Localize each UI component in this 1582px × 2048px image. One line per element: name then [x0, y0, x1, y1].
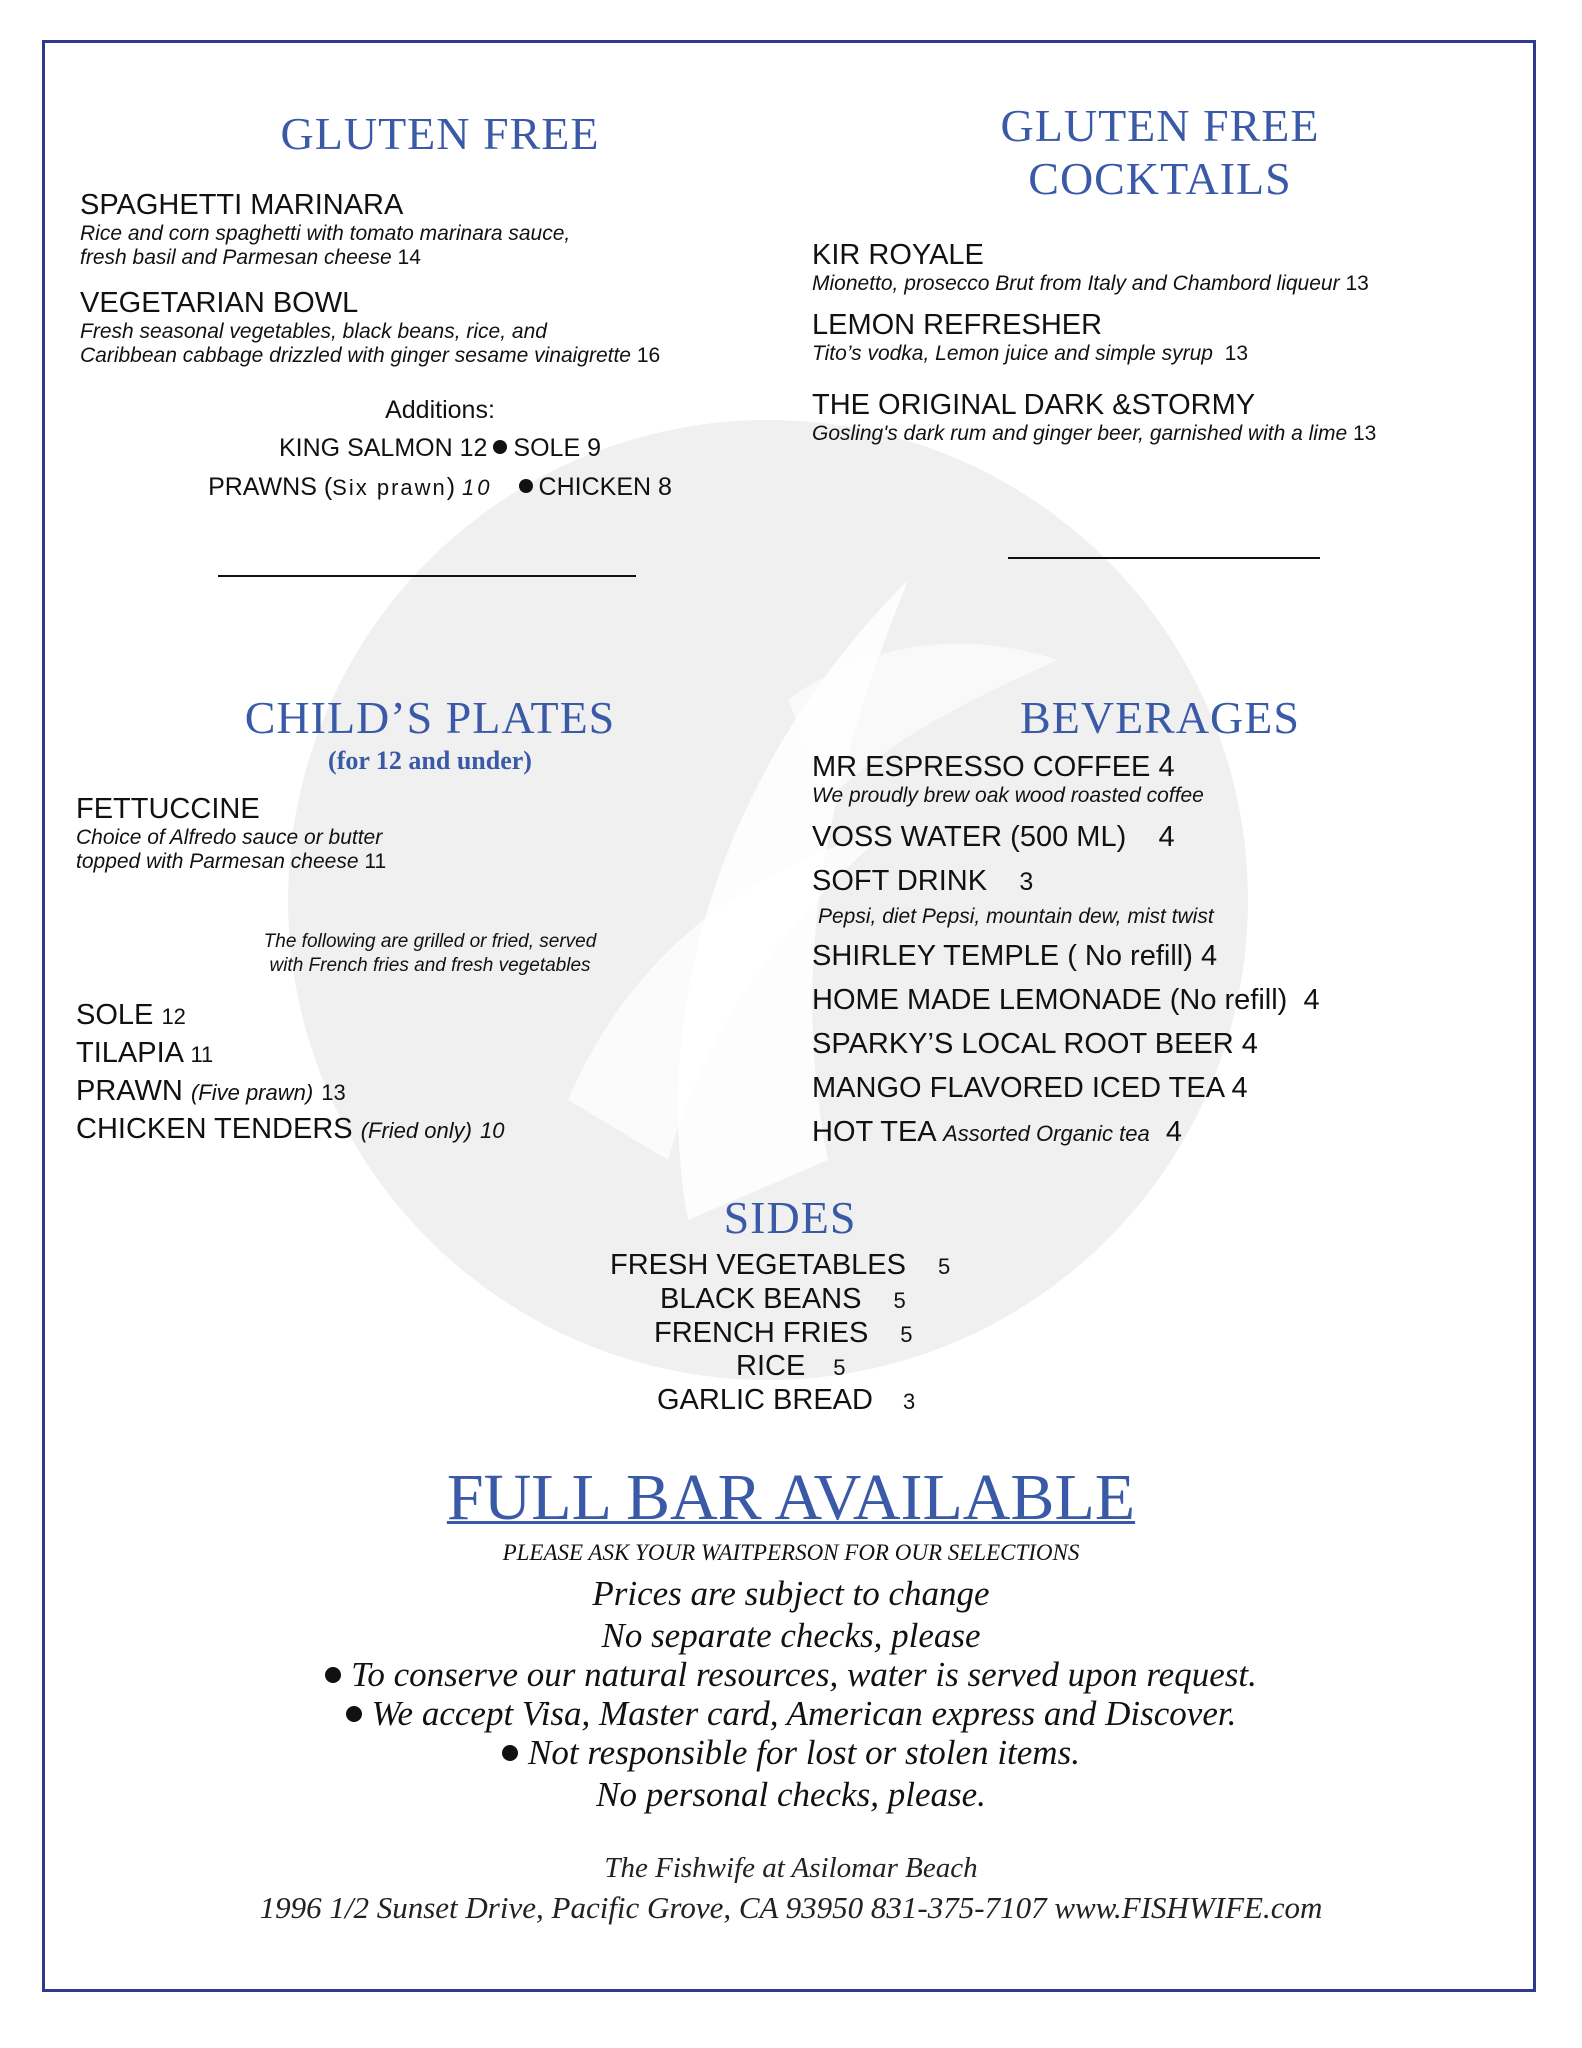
item-price: 4 — [1241, 1028, 1258, 1060]
addition-name: KING SALMON — [279, 434, 453, 462]
item-name: VOSS WATER (500 ML) — [812, 821, 1127, 853]
item-name: MR ESPRESSO COFFEE — [812, 751, 1151, 783]
beverage-coffee — [812, 750, 1512, 784]
list-item — [76, 998, 676, 1034]
item-price: 13 — [321, 1080, 346, 1105]
cocktail-item-dark-stormy — [812, 388, 1512, 446]
bullet-icon — [502, 1745, 518, 1761]
full-bar-heading — [0, 1460, 1582, 1536]
side-item — [736, 1349, 846, 1385]
conserve-note — [0, 1655, 1582, 1695]
item-price: 5 — [893, 1288, 906, 1313]
beverage-soft-drink — [812, 864, 1512, 899]
sides-heading: SIDES — [723, 1192, 857, 1243]
item-price: 4 — [1303, 984, 1320, 1016]
item-price: 12 — [161, 1004, 186, 1029]
gf-item-spaghetti — [80, 188, 720, 270]
item-desc: fresh basil and Parmesan cheese — [80, 246, 392, 269]
item-name: CHICKEN TENDERS — [76, 1113, 353, 1145]
item-price: 11 — [364, 850, 387, 873]
item-price: 5 — [833, 1355, 846, 1380]
additions-label: Additions: — [385, 396, 495, 424]
item-price: 13 — [1224, 342, 1248, 365]
bullet-icon — [519, 479, 533, 493]
beverage-lemonade — [812, 983, 1512, 1017]
item-name: GARLIC BREAD — [657, 1384, 873, 1416]
item-desc: We proudly brew oak wood roasted coffee — [812, 784, 1204, 807]
note-text: We accept Visa, Master card, American express and Discover. — [371, 1694, 1237, 1733]
item-desc: Caribbean cabbage drizzled with ginger sesame vinaigrette — [80, 344, 631, 367]
gf-item-vegetarian-bowl — [80, 286, 780, 368]
beverages-list — [812, 750, 1512, 1151]
childs-plates-heading: CHILD’S PLATES — [244, 692, 616, 743]
addition-price: 8 — [658, 473, 672, 501]
addition-note: Six prawn — [332, 475, 447, 500]
additions-row-2: PRAWNS (Six prawn) 10 CHICKEN 8 — [208, 473, 672, 501]
prices-note: Prices are subject to change — [592, 1574, 990, 1613]
beverage-root-beer — [812, 1027, 1512, 1061]
item-note: (Five prawn) — [190, 1080, 314, 1105]
bullet-icon — [346, 1706, 362, 1722]
item-desc: Rice and corn spaghetti with tomato marinara sauce, — [80, 222, 571, 245]
item-desc: Tito’s vodka, Lemon juice and simple syrup — [812, 342, 1213, 365]
child-items-list — [76, 998, 676, 1148]
list-item — [76, 1036, 676, 1072]
item-name: FRESH VEGETABLES — [610, 1249, 906, 1281]
item-desc: topped with Parmesan cheese — [76, 850, 359, 873]
item-name: HOT TEA — [812, 1116, 936, 1148]
item-name: HOME MADE LEMONADE (No refill) — [812, 984, 1288, 1016]
note-line: with French fries and fresh vegetables — [269, 955, 591, 976]
item-name: VEGETARIAN BOWL — [80, 287, 359, 319]
bullet-icon — [493, 440, 507, 454]
item-name: SPARKY’S LOCAL ROOT BEER — [812, 1028, 1234, 1060]
list-item — [76, 1112, 676, 1148]
item-name: RICE — [736, 1350, 806, 1382]
restaurant-name: The Fishwife at Asilomar Beach — [604, 1852, 978, 1884]
item-desc: Fresh seasonal vegetables, black beans, rice, and — [80, 320, 547, 343]
item-price: 14 — [397, 246, 421, 269]
full-bar-text: FULL BAR AVAILABLE — [446, 1461, 1136, 1534]
side-item — [654, 1316, 913, 1352]
beverage-shirley-temple — [812, 939, 1512, 973]
item-price: 3 — [1019, 868, 1034, 896]
note-text: To conserve our natural resources, water is served upon request. — [351, 1655, 1257, 1694]
addition-price: 9 — [587, 434, 601, 462]
item-name: FETTUCCINE — [76, 793, 260, 825]
note-text: Not responsible for lost or stolen items. — [528, 1733, 1080, 1772]
item-price: 13 — [1352, 422, 1377, 445]
addition-name: PRAWNS — [208, 473, 317, 501]
addition-price: 12 — [459, 434, 488, 462]
beverages-heading: BEVERAGES — [1020, 692, 1300, 743]
childs-note — [180, 930, 680, 978]
addition-name: CHICKEN — [538, 473, 652, 501]
personal-checks-note: No personal checks, please. — [596, 1775, 986, 1814]
separate-checks-note: No separate checks, please — [601, 1616, 981, 1655]
restaurant-address: 1996 1/2 Sunset Drive, Pacific Grove, CA 93950 831-375-7107 www.FISHWIFE.com — [259, 1890, 1323, 1925]
item-price: 11 — [190, 1042, 214, 1067]
additions-row-1 — [140, 434, 740, 463]
beverage-hot-tea — [812, 1115, 1512, 1151]
item-price: 4 — [1158, 821, 1175, 853]
item-desc: Choice of Alfredo sauce or butter — [76, 826, 383, 849]
item-price: 5 — [938, 1254, 951, 1279]
item-name: SOLE — [76, 999, 154, 1031]
side-item — [657, 1383, 915, 1419]
divider — [1008, 557, 1320, 559]
cocktail-item-lemon-refresher — [812, 308, 1512, 366]
item-name: PRAWN — [76, 1075, 183, 1107]
ask-waitperson: PLEASE ASK YOUR WAITPERSON FOR OUR SELECTIONS — [502, 1540, 1080, 1565]
note-line: The following are grilled or fried, served — [263, 931, 597, 952]
addition-price: 10 — [462, 475, 493, 500]
item-name: LEMON REFRESHER — [812, 309, 1103, 341]
item-note: Assorted Organic tea — [943, 1121, 1150, 1146]
cocktail-item-kir-royale — [812, 238, 1512, 296]
item-name: BLACK BEANS — [660, 1283, 862, 1315]
item-price: 13 — [1345, 272, 1369, 295]
item-name: THE ORIGINAL DARK &STORMY — [812, 389, 1256, 421]
item-desc: Mionetto, prosecco Brut from Italy and Chambord liqueur — [812, 272, 1340, 295]
beverage-iced-tea — [812, 1071, 1512, 1105]
side-item — [610, 1248, 950, 1284]
item-price: 4 — [1158, 751, 1175, 783]
side-item — [660, 1282, 906, 1318]
item-desc: Gosling's dark rum and ginger beer, garnished with a lime — [812, 422, 1348, 445]
item-name: MANGO FLAVORED ICED TEA — [812, 1072, 1224, 1104]
item-price: 16 — [636, 344, 661, 367]
divider — [218, 575, 636, 577]
payment-note — [0, 1694, 1582, 1734]
item-name: KIR ROYALE — [812, 239, 984, 271]
heading-line: COCKTAILS — [1028, 152, 1292, 204]
list-item — [76, 1074, 676, 1110]
childs-plates-subheading: (for 12 and under) — [328, 746, 532, 775]
gluten-free-heading: GLUTEN FREE — [280, 108, 600, 159]
item-desc: Pepsi, diet Pepsi, mountain dew, mist twist — [818, 905, 1214, 928]
item-name: TILAPIA — [76, 1037, 183, 1069]
item-price: 4 — [1231, 1072, 1248, 1104]
item-name: SHIRLEY TEMPLE ( No refill) — [812, 940, 1193, 972]
child-item-fettuccine — [76, 792, 676, 874]
item-price: 4 — [1200, 940, 1218, 972]
bullet-icon — [325, 1667, 341, 1683]
item-name: FRENCH FRIES — [654, 1317, 869, 1349]
cocktails-heading — [880, 100, 1440, 206]
heading-line: GLUTEN FREE — [1000, 100, 1320, 151]
item-price: 4 — [1165, 1116, 1183, 1148]
addition-name: SOLE — [513, 434, 581, 462]
item-price: 10 — [480, 1118, 505, 1143]
item-name: SPAGHETTI MARINARA — [80, 189, 404, 221]
responsibility-note — [0, 1733, 1582, 1773]
beverage-voss — [812, 820, 1512, 854]
item-name: SOFT DRINK — [812, 865, 988, 897]
item-note: (Fried only) — [360, 1118, 472, 1143]
item-price: 5 — [900, 1322, 913, 1347]
item-price: 3 — [902, 1389, 916, 1414]
